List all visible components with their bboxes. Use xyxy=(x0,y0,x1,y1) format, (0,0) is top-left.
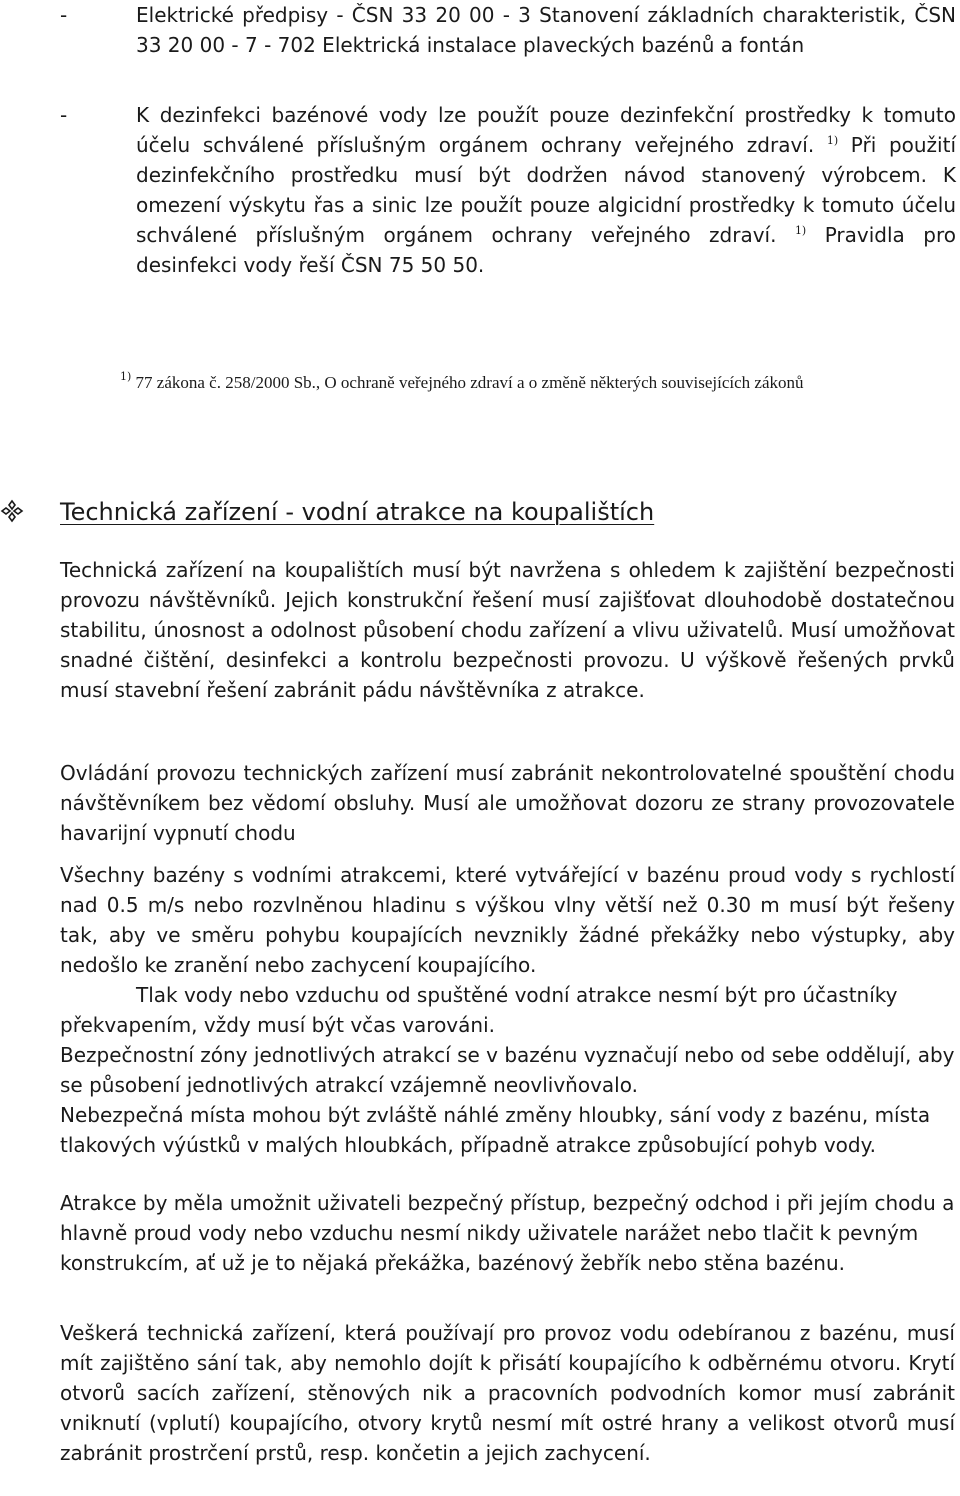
footnote xyxy=(120,368,956,398)
disinfection-text-a: K dezinfekci bazénové vody lze použít pouze dezinfekční prostředky k tomuto účelu schválené příslušným orgánem ochrany veřejného zdraví. xyxy=(136,103,956,157)
paragraph-safety: Technická zařízení na koupalištích musí být navržena s ohledem k zajištění bezpečnosti provozu návštěvníků. Jejich konstrukční řešení musí zajišťovat dlouhodobě dostatečnou stabilitu, únosnost a odolnost působení chodu zařízení a vlivu uživatelů. Musí umožňovat snadné čištění, desinfekci a kontrolu bezpečnosti provozu. U výškově řešených prvků musí stavební řešení zabránit pádu návštěvníka z atrakce. xyxy=(60,558,955,702)
disinfection-text-b: Při použití dezinfekčního prostředku musí být dodržen návod stanovený výrobcem. K omezení výskytu řas a sinic lze použít pouze algicidní prostředky k tomuto účelu schválené příslušným orgánem ochrany veřejného zdraví. xyxy=(136,133,957,247)
list-item-electrical-regulations: Elektrické předpisy - ČSN 33 20 00 - 3 Stanovení základních charakteristik, ČSN 33 20 00 - 7 - 702 Elektrická instalace plaveckých bazénů a fontán xyxy=(136,3,956,57)
footnote-ref-2: 1) xyxy=(794,224,807,237)
paragraph-current-pools: Všechny bazény s vodními atrakcemi, které vytvářející v bazénu proud vody s rychlostí nad 0.5 m/s nebo rozvlněnou hladinu s výškou vlny větší než 0.30 m musí být řešeny tak, aby ve směru pohybu koupajících nevznikly žádné překážky nebo výstupky, aby nedošlo ke zranění nebo zachycení koupajícího. xyxy=(60,863,955,977)
paragraph-danger-spots: Nebezpečná místa mohou být zvláště náhlé změny hloubky, sání vody z bazénu, místa tlakových výústků v malých hloubkách, případně atrakce způsobující pohyb vody. xyxy=(60,1103,931,1157)
paragraph-access: Atrakce by měla umožnit uživateli bezpečný přístup, bezpečný odchod i při jejím chodu a hlavně proud vody nebo vzduchu nesmí nikdy uživatele narážet nebo tlačit k pevným konstrukcím, ať už je to nějaká překážka, bazénový žebřík nebo stěna bazénu. xyxy=(60,1191,955,1275)
diamond-bullet-icon xyxy=(0,499,24,523)
list-item-disinfection xyxy=(136,100,956,280)
section-title: Technická zařízení - vodní atrakce na koupalištích xyxy=(60,498,655,526)
paragraph-pressure: Tlak vody nebo vzduchu od spuštěné vodní atrakce nesmí být pro účastníky překvapením, vždy musí být včas varováni. xyxy=(60,983,898,1037)
paragraph-control: Ovládání provozu technických zařízení musí zabránit nekontrolovatelné spouštění chodu návštěvníkem bez vědomí obsluhy. Musí ale umožňovat dozoru ze strany provozovatele havarijní vypnutí chodu xyxy=(60,761,955,845)
footnote-ref-1: 1) xyxy=(826,134,839,147)
paragraph-suction: Veškerá technická zařízení, která používají pro provoz vodu odebíranou z bazénu, musí mít zajištěno sání tak, aby nemohlo dojít k přisátí koupajícího k odběrnému otvoru. Krytí otvorů sacích zařízení, stěnových nik a pracovních podvodních komor musí zabránit vniknutí (vplutí) koupajícího, otvory krytů nesmí mít ostré hrany a velikost otvorů musí zabránit prostrčení prstů, resp. končetin a jejich zachycení. xyxy=(60,1321,955,1465)
footnote-text: 77 zákona č. 258/2000 Sb., O ochraně veřejného zdraví a o změně některých souvisejících zákonů xyxy=(131,373,804,392)
section-heading xyxy=(0,495,960,529)
list-dash-2: - xyxy=(60,103,68,127)
footnote-marker: 1) xyxy=(120,370,132,383)
list-dash-1: - xyxy=(60,3,68,27)
paragraph-safety-zones: Bezpečnostní zóny jednotlivých atrakcí se v bazénu vyznačují nebo od sebe oddělují, aby se působení jednotlivých atrakcí vzájemně neovlivňovalo. xyxy=(60,1043,955,1097)
disinfection-text-c: Pravidla pro desinfekci vody řeší ČSN 75 50 50. xyxy=(136,223,956,277)
